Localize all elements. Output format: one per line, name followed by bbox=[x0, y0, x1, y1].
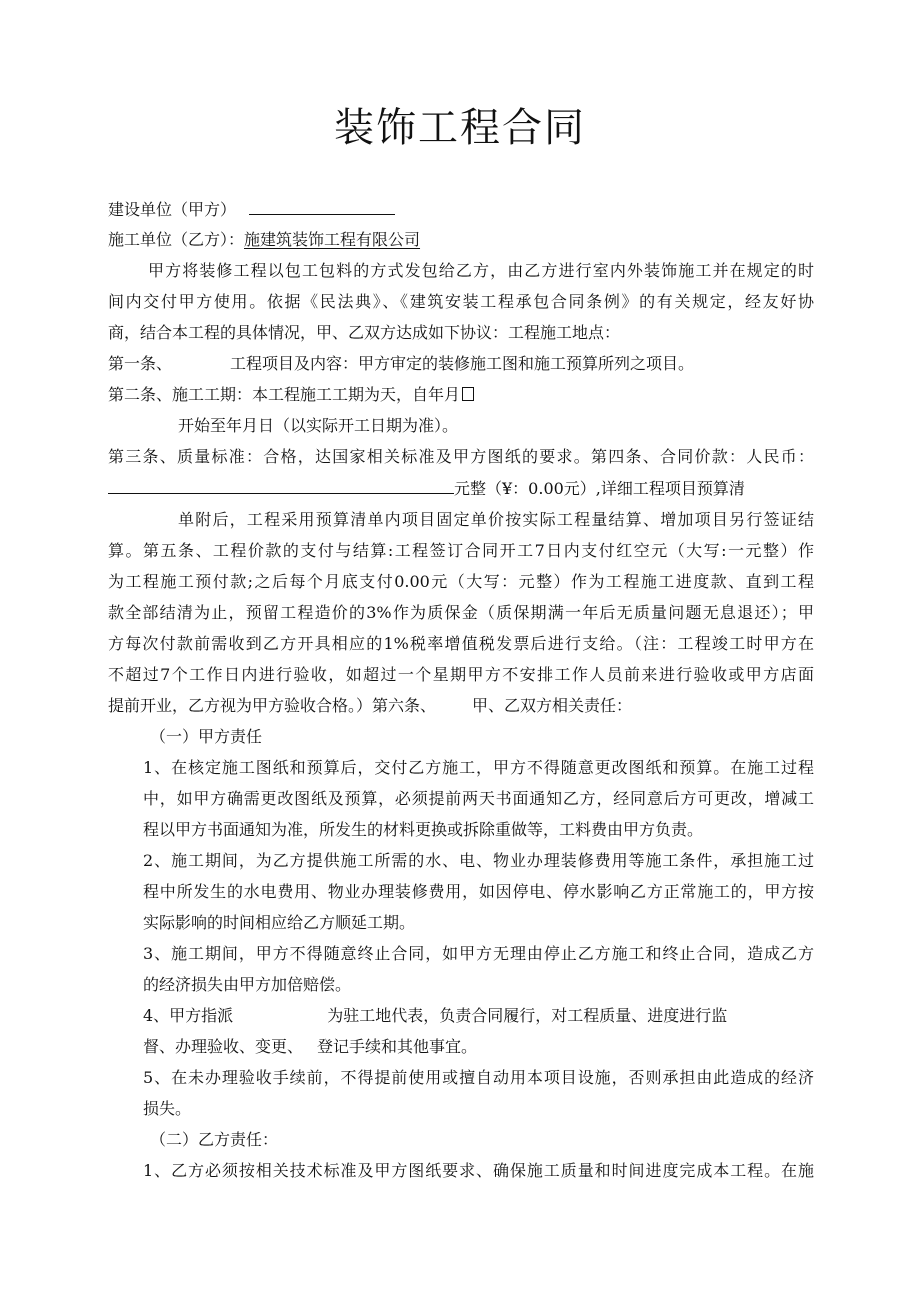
party-a-label: 建设单位（甲方） bbox=[108, 200, 237, 219]
article-6-body: 甲、乙双方相关责任： bbox=[472, 696, 633, 715]
article-6-line bbox=[108, 695, 632, 717]
a-item-4-head: 4、甲方指派 bbox=[143, 1006, 234, 1025]
article-1-head: 第一条、 bbox=[108, 354, 173, 373]
intro-line-1: 甲方将装修工程以包工包料的方式发包给乙方，由乙方进行室内外装饰施工并在规定的时 bbox=[148, 261, 814, 280]
a-item-1-line-3: 程以甲方书面通知为准，所发生的材料更换或拆除重做等，工料费由甲方负责。 bbox=[143, 820, 704, 839]
amount-suffix: 元整（¥：0.00元）,详细工程项目预算清 bbox=[454, 479, 745, 498]
party-b-label: 施工单位（乙方）： bbox=[108, 230, 245, 249]
article-5-line-4: 方每次付款前需收到乙方开具相应的1%税率增值税发票后进行支给。（注：工程竣工时甲方在 bbox=[108, 634, 814, 653]
article-6-head: 提前开业，乙方视为甲方验收合格。）第六条、 bbox=[108, 696, 437, 715]
party-b-line bbox=[108, 229, 420, 251]
a-item-1-line-2: 中，如甲方确需更改图纸及预算，必须提前两天书面通知乙方，经同意后方可更改，增减工 bbox=[143, 789, 814, 808]
article-5-line-5: 不超过7个工作日内进行验收，如超过一个星期甲方不安排工作人员前来进行验收或甲方店面 bbox=[108, 665, 814, 684]
party-b-resp-heading: （二）乙方责任： bbox=[150, 1130, 279, 1149]
intro-line-3: 商，结合本工程的具体情况，甲、乙双方达成如下协议：工程施工地点： bbox=[108, 323, 621, 342]
party-b-name: 施建筑装饰工程有限公司 bbox=[244, 230, 421, 249]
a-item-4-line-2-body: 登记手续和其他事宜。 bbox=[317, 1037, 478, 1056]
checkbox-placeholder bbox=[462, 387, 474, 401]
article-2-line-2: 开始至年月日（以实际开工日期为准）。 bbox=[178, 416, 459, 435]
party-a-line bbox=[108, 198, 395, 221]
a-item-4-line-1 bbox=[143, 1005, 727, 1027]
a-item-3-line-2: 的经济损失由甲方加倍赔偿。 bbox=[143, 975, 352, 994]
article-2-text: 第二条、施工工期：本工程施工工期为天，自年月 bbox=[108, 385, 461, 404]
a-item-5-line-2: 损失。 bbox=[143, 1099, 192, 1118]
article-2-line-1 bbox=[108, 384, 474, 406]
a-item-5-line-1: 5、在未办理验收手续前，不得提前使用或擅自动用本项目设施，否则承担由此造成的经济 bbox=[143, 1068, 814, 1087]
party-a-blank bbox=[249, 198, 395, 215]
a-item-2-line-3: 实际影响的时间相应给乙方顺延工期。 bbox=[143, 913, 416, 932]
party-a-resp-heading: （一）甲方责任 bbox=[150, 727, 263, 746]
article-4-amount-line bbox=[108, 477, 745, 500]
a-item-2-line-1: 2、施工期间，为乙方提供施工所需的水、电、物业办理装修费用等施工条件，承担施工过 bbox=[143, 851, 814, 870]
article-1 bbox=[108, 353, 694, 375]
article-5-line-3: 款全部结清为止，预留工程造价的3%作为质保金（质保期满一年后无质量问题无息退还）；甲 bbox=[108, 603, 814, 622]
article-5-line-2: 为工程施工预付款;之后每个月底支付0.00元（大写：元整）作为工程施工进度款、直到工程 bbox=[108, 572, 814, 591]
a-item-3-line-1: 3、施工期间，甲方不得随意终止合同，如甲方无理由停止乙方施工和终止合同，造成乙方 bbox=[143, 944, 814, 963]
a-item-4-line-2-head: 督、办理验收、变更、 bbox=[143, 1037, 304, 1056]
document-title: 装饰工程合同 bbox=[334, 105, 586, 151]
intro-line-2: 间内交付甲方使用。依据《民法典》、《建筑安装工程承包合同条例》的有关规定，经友好协 bbox=[108, 292, 814, 311]
article-5-line-1: 算。第五条、工程价款的支付与结算:工程签订合同开工7日内支付红空元（大写:一元整）作 bbox=[108, 541, 814, 560]
a-item-4-line-2 bbox=[143, 1036, 477, 1058]
article-4-line-3: 单附后，工程采用预算清单内项目固定单价按实际工程量结算、增加项目另行签证结 bbox=[178, 510, 814, 529]
b-item-1-line-1: 1、乙方必须按相关技术标准及甲方图纸要求、确保施工质量和时间进度完成本工程。在施 bbox=[143, 1161, 814, 1180]
amount-blank bbox=[108, 477, 454, 494]
a-item-4-body: 为驻工地代表，负责合同履行，对工程质量、进度进行监 bbox=[327, 1006, 728, 1025]
a-item-2-line-2: 程中所发生的水电费用、物业办理装修费用，如因停电、停水影响乙方正常施工的，甲方按 bbox=[143, 882, 814, 901]
article-3: 第三条、质量标准：合格，达国家相关标准及甲方图纸的要求。第四条、合同价款：人民币： bbox=[108, 447, 814, 466]
article-1-body: 工程项目及内容：甲方审定的装修施工图和施工预算所列之项目。 bbox=[230, 354, 695, 373]
a-item-1-line-1: 1、在核定施工图纸和预算后，交付乙方施工，甲方不得随意更改图纸和预算。在施工过程 bbox=[143, 758, 814, 777]
